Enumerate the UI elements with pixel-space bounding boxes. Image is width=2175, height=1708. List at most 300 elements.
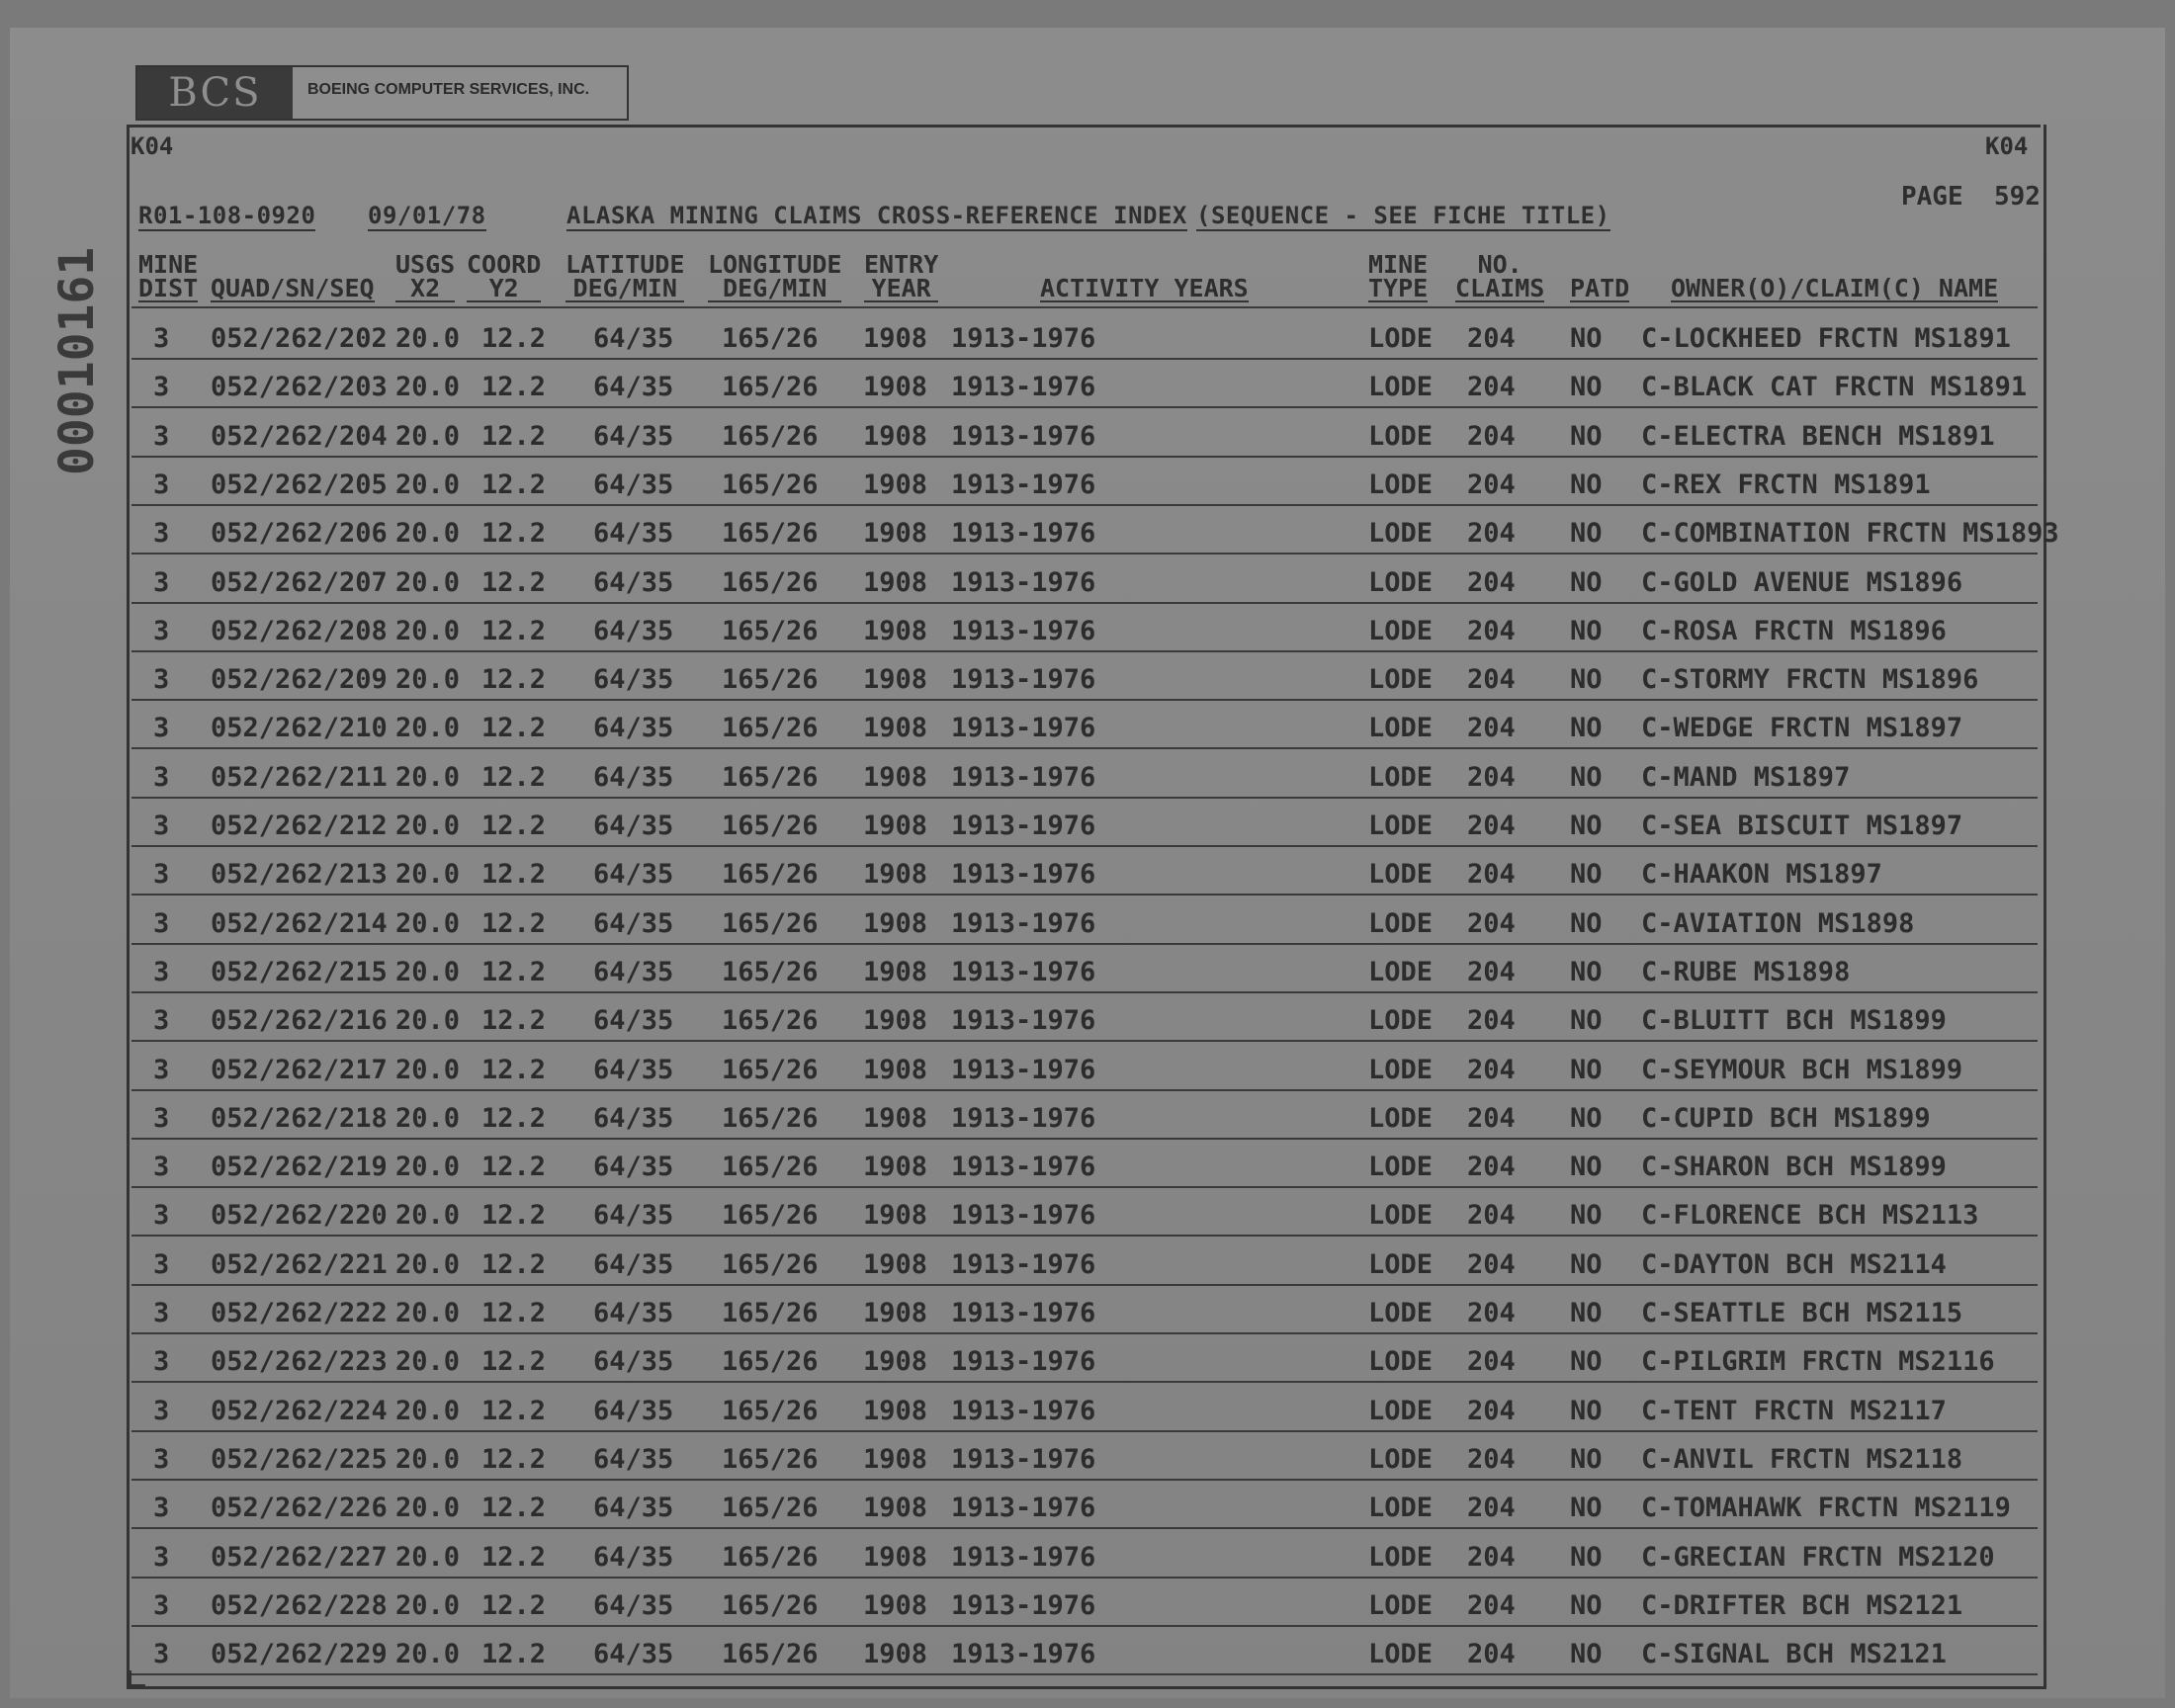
cell-x: 20.0 [395, 1200, 461, 1231]
cell-dist: 3 [153, 567, 170, 598]
col-header-yr-l1: ENTRY [864, 250, 939, 279]
table-row [0, 1240, 2175, 1289]
cell-x: 20.0 [395, 1639, 461, 1669]
cell-own: C-MAND MS1897 [1641, 762, 1851, 793]
cell-dist: 3 [153, 1396, 170, 1426]
cell-y: 12.2 [481, 518, 547, 549]
cell-no: 204 [1467, 372, 1516, 402]
cell-dist: 3 [153, 470, 170, 500]
cell-y: 12.2 [481, 908, 547, 939]
cell-patd: NO [1570, 713, 1603, 743]
cell-quad: 052/262/206 [211, 518, 388, 549]
table-row [0, 1143, 2175, 1191]
cell-type: LODE [1368, 664, 1434, 695]
cell-own: C-ELECTRA BENCH MS1891 [1641, 421, 1995, 452]
cell-lat: 64/35 [593, 1590, 674, 1621]
cell-quad: 052/262/208 [211, 616, 388, 646]
cell-patd: NO [1570, 1590, 1603, 1621]
table-row [0, 558, 2175, 607]
cell-lat: 64/35 [593, 1493, 674, 1523]
col-header-x-l2: X2 [395, 277, 455, 302]
cell-quad: 052/262/204 [211, 421, 388, 452]
cell-quad: 052/262/207 [211, 567, 388, 598]
cell-lon: 165/26 [722, 1152, 819, 1182]
cell-dist: 3 [153, 518, 170, 549]
cell-lon: 165/26 [722, 713, 819, 743]
cell-lon: 165/26 [722, 1590, 819, 1621]
cell-lat: 64/35 [593, 616, 674, 646]
cell-no: 204 [1467, 957, 1516, 987]
cell-y: 12.2 [481, 1493, 547, 1523]
cell-y: 12.2 [481, 372, 547, 402]
cell-y: 12.2 [481, 1152, 547, 1182]
cell-act: 1913-1976 [951, 1055, 1096, 1085]
cell-dist: 3 [153, 664, 170, 695]
cell-lon: 165/26 [722, 1639, 819, 1669]
cell-quad: 052/262/213 [211, 859, 388, 890]
cell-lat: 64/35 [593, 664, 674, 695]
col-header-lat-l2: DEG/MIN [566, 277, 684, 302]
cell-dist: 3 [153, 957, 170, 987]
cell-quad: 052/262/223 [211, 1346, 388, 1377]
col-header-x [395, 250, 456, 302]
cell-x: 20.0 [395, 664, 461, 695]
col-header-lon-l2: DEG/MIN [708, 277, 841, 302]
cell-x: 20.0 [395, 616, 461, 646]
col-header-y [467, 250, 542, 302]
cell-act: 1913-1976 [951, 762, 1096, 793]
cell-patd: NO [1570, 1346, 1603, 1377]
row-rule [131, 1284, 2038, 1286]
cell-type: LODE [1368, 1005, 1434, 1036]
cell-act: 1913-1976 [951, 1639, 1096, 1669]
cell-type: LODE [1368, 1200, 1434, 1231]
col-header-lat-l1: LATITUDE [566, 250, 685, 279]
cell-own: C-SIGNAL BCH MS2121 [1641, 1639, 1947, 1669]
cell-yr: 1908 [863, 1493, 928, 1523]
cell-quad: 052/262/224 [211, 1396, 388, 1426]
cell-quad: 052/262/228 [211, 1590, 388, 1621]
col-header-no [1455, 250, 1545, 302]
cell-own: C-TOMAHAWK FRCTN MS2119 [1641, 1493, 2011, 1523]
row-rule [131, 650, 2038, 652]
bcs-logo [135, 65, 629, 121]
cell-lon: 165/26 [722, 957, 819, 987]
cell-type: LODE [1368, 470, 1434, 500]
bcs-logo-mark: BCS [137, 67, 293, 119]
cell-lat: 64/35 [593, 1005, 674, 1036]
cell-patd: NO [1570, 664, 1603, 695]
table-row [0, 1435, 2175, 1484]
col-header-yr-l2: YEAR [864, 277, 938, 302]
cell-yr: 1908 [863, 713, 928, 743]
cell-x: 20.0 [395, 762, 461, 793]
cell-lon: 165/26 [722, 1542, 819, 1573]
cell-act: 1913-1976 [951, 372, 1096, 402]
cell-quad: 052/262/218 [211, 1103, 388, 1134]
cell-no: 204 [1467, 616, 1516, 646]
cell-x: 20.0 [395, 811, 461, 841]
corner-label-left: K04 [130, 132, 174, 160]
cell-x: 20.0 [395, 859, 461, 890]
cell-no: 204 [1467, 713, 1516, 743]
col-header-own [1671, 274, 1999, 302]
col-header-quad [211, 274, 375, 302]
row-rule [131, 1577, 2038, 1579]
col-header-patd [1570, 274, 1630, 302]
cell-lon: 165/26 [722, 421, 819, 452]
cell-lon: 165/26 [722, 567, 819, 598]
cell-type: LODE [1368, 567, 1434, 598]
cell-dist: 3 [153, 1346, 170, 1377]
row-rule [131, 358, 2038, 360]
cell-x: 20.0 [395, 1152, 461, 1182]
cell-lat: 64/35 [593, 1298, 674, 1328]
cell-y: 12.2 [481, 859, 547, 890]
cell-no: 204 [1467, 1152, 1516, 1182]
cell-x: 20.0 [395, 957, 461, 987]
cell-y: 12.2 [481, 762, 547, 793]
col-header-x-l1: USGS [395, 250, 456, 279]
cell-y: 12.2 [481, 323, 547, 354]
cell-no: 204 [1467, 518, 1516, 549]
cell-lat: 64/35 [593, 518, 674, 549]
cell-yr: 1908 [863, 323, 928, 354]
col-header-type-l1: MINE [1368, 250, 1429, 279]
report-title: ALASKA MINING CLAIMS CROSS-REFERENCE INDEX [566, 202, 1187, 229]
cell-x: 20.0 [395, 1493, 461, 1523]
cell-yr: 1908 [863, 1200, 928, 1231]
cell-patd: NO [1570, 859, 1603, 890]
cell-no: 204 [1467, 1249, 1516, 1280]
cell-yr: 1908 [863, 908, 928, 939]
table-row [0, 753, 2175, 802]
table-row [0, 1630, 2175, 1678]
col-header-lon-l1: LONGITUDE [708, 250, 842, 279]
cell-dist: 3 [153, 859, 170, 890]
cell-lon: 165/26 [722, 1055, 819, 1085]
row-rule [131, 1381, 2038, 1383]
cell-act: 1913-1976 [951, 859, 1096, 890]
table-row [0, 1387, 2175, 1435]
cell-quad: 052/262/227 [211, 1542, 388, 1573]
cell-own: C-SEATTLE BCH MS2115 [1641, 1298, 1963, 1328]
cell-type: LODE [1368, 1493, 1434, 1523]
cell-quad: 052/262/226 [211, 1493, 388, 1523]
table-row [0, 509, 2175, 557]
table-row [0, 314, 2175, 363]
table-row [0, 461, 2175, 509]
cell-quad: 052/262/225 [211, 1444, 388, 1475]
cell-quad: 052/262/209 [211, 664, 388, 695]
cell-patd: NO [1570, 323, 1603, 354]
cell-dist: 3 [153, 1249, 170, 1280]
cell-x: 20.0 [395, 323, 461, 354]
cell-own: C-STORMY FRCTN MS1896 [1641, 664, 1979, 695]
cell-act: 1913-1976 [951, 713, 1096, 743]
table-row [0, 1094, 2175, 1143]
cell-dist: 3 [153, 1493, 170, 1523]
row-rule [131, 845, 2038, 847]
cell-lat: 64/35 [593, 1346, 674, 1377]
cell-patd: NO [1570, 1249, 1603, 1280]
cell-y: 12.2 [481, 1542, 547, 1573]
cell-own: C-SEYMOUR BCH MS1899 [1641, 1055, 1963, 1085]
cell-yr: 1908 [863, 1005, 928, 1036]
cell-lat: 64/35 [593, 323, 674, 354]
row-rule [131, 894, 2038, 896]
cell-own: C-RUBE MS1898 [1641, 957, 1851, 987]
col-header-own-l1: OWNER(O)/CLAIM(C) NAME [1671, 274, 1999, 302]
cell-dist: 3 [153, 1152, 170, 1182]
cell-type: LODE [1368, 1542, 1434, 1573]
cell-dist: 3 [153, 713, 170, 743]
row-rule [131, 991, 2038, 993]
cell-type: LODE [1368, 518, 1434, 549]
cell-y: 12.2 [481, 1103, 547, 1134]
col-header-y-l2: Y2 [467, 277, 541, 302]
row-rule [131, 553, 2038, 555]
cell-lat: 64/35 [593, 811, 674, 841]
cell-own: C-BLACK CAT FRCTN MS1891 [1641, 372, 2028, 402]
cell-type: LODE [1368, 1590, 1434, 1621]
cell-dist: 3 [153, 1103, 170, 1134]
bcs-logo-text: BOEING COMPUTER SERVICES, INC. [307, 81, 590, 98]
cell-lon: 165/26 [722, 470, 819, 500]
cell-x: 20.0 [395, 713, 461, 743]
cell-no: 204 [1467, 470, 1516, 500]
cell-y: 12.2 [481, 1005, 547, 1036]
cell-lon: 165/26 [722, 1249, 819, 1280]
cell-yr: 1908 [863, 518, 928, 549]
cell-patd: NO [1570, 1200, 1603, 1231]
table-row [0, 996, 2175, 1045]
cell-patd: NO [1570, 908, 1603, 939]
cell-own: C-GOLD AVENUE MS1896 [1641, 567, 1963, 598]
cell-quad: 052/262/202 [211, 323, 388, 354]
row-rule [131, 602, 2038, 604]
cell-own: C-HAAKON MS1897 [1641, 859, 1882, 890]
cell-type: LODE [1368, 1639, 1434, 1669]
cell-act: 1913-1976 [951, 1152, 1096, 1182]
cell-lat: 64/35 [593, 372, 674, 402]
cell-act: 1913-1976 [951, 1444, 1096, 1475]
cell-no: 204 [1467, 1542, 1516, 1573]
cell-lat: 64/35 [593, 713, 674, 743]
cell-yr: 1908 [863, 1542, 928, 1573]
cell-type: LODE [1368, 323, 1434, 354]
cell-patd: NO [1570, 957, 1603, 987]
cell-own: C-CUPID BCH MS1899 [1641, 1103, 1931, 1134]
cell-lon: 165/26 [722, 811, 819, 841]
cell-y: 12.2 [481, 811, 547, 841]
cell-lon: 165/26 [722, 1298, 819, 1328]
cell-type: LODE [1368, 616, 1434, 646]
table-row [0, 363, 2175, 411]
row-rule [131, 1430, 2038, 1432]
cell-own: C-GRECIAN FRCTN MS2120 [1641, 1542, 1995, 1573]
cell-type: LODE [1368, 1103, 1434, 1134]
cell-y: 12.2 [481, 664, 547, 695]
cell-no: 204 [1467, 567, 1516, 598]
col-header-yr [864, 250, 939, 302]
table-row [0, 1289, 2175, 1337]
col-header-patd-l1: PATD [1570, 274, 1630, 302]
cell-y: 12.2 [481, 421, 547, 452]
cell-quad: 052/262/221 [211, 1249, 388, 1280]
cell-y: 12.2 [481, 1444, 547, 1475]
cell-no: 204 [1467, 664, 1516, 695]
cell-lat: 64/35 [593, 1396, 674, 1426]
cell-own: C-ANVIL FRCTN MS2118 [1641, 1444, 1963, 1475]
cell-patd: NO [1570, 421, 1603, 452]
cell-yr: 1908 [863, 1249, 928, 1280]
cell-patd: NO [1570, 567, 1603, 598]
cell-x: 20.0 [395, 470, 461, 500]
cell-lon: 165/26 [722, 1493, 819, 1523]
cell-y: 12.2 [481, 1298, 547, 1328]
cell-quad: 052/262/215 [211, 957, 388, 987]
cell-patd: NO [1570, 470, 1603, 500]
cell-no: 204 [1467, 1298, 1516, 1328]
cell-lon: 165/26 [722, 1103, 819, 1134]
cell-act: 1913-1976 [951, 957, 1096, 987]
cell-yr: 1908 [863, 957, 928, 987]
cell-own: C-LOCKHEED FRCTN MS1891 [1641, 323, 2011, 354]
cell-quad: 052/262/205 [211, 470, 388, 500]
cell-patd: NO [1570, 518, 1603, 549]
row-rule [131, 1186, 2038, 1188]
cell-lon: 165/26 [722, 1346, 819, 1377]
row-rule [131, 1527, 2038, 1529]
cell-lon: 165/26 [722, 1396, 819, 1426]
cell-yr: 1908 [863, 1444, 928, 1475]
col-header-lat [566, 250, 685, 302]
cell-y: 12.2 [481, 1200, 547, 1231]
cell-quad: 052/262/220 [211, 1200, 388, 1231]
cell-dist: 3 [153, 1542, 170, 1573]
cell-type: LODE [1368, 811, 1434, 841]
cell-act: 1913-1976 [951, 1493, 1096, 1523]
cell-y: 12.2 [481, 1055, 547, 1085]
page-label: PAGE [1901, 182, 1963, 212]
cell-own: C-ROSA FRCTN MS1896 [1641, 616, 1947, 646]
cell-lon: 165/26 [722, 859, 819, 890]
cell-act: 1913-1976 [951, 616, 1096, 646]
table-row [0, 802, 2175, 850]
page-number: 592 [1993, 182, 2041, 212]
cell-dist: 3 [153, 1005, 170, 1036]
table-row [0, 1191, 2175, 1239]
cell-yr: 1908 [863, 1346, 928, 1377]
col-header-lon [708, 250, 842, 302]
cell-no: 204 [1467, 1200, 1516, 1231]
cell-lat: 64/35 [593, 1055, 674, 1085]
row-rule [131, 699, 2038, 701]
cell-yr: 1908 [863, 1396, 928, 1426]
table-row [0, 1337, 2175, 1386]
row-rule [131, 1625, 2038, 1627]
cell-no: 204 [1467, 908, 1516, 939]
cell-no: 204 [1467, 1055, 1516, 1085]
cell-lat: 64/35 [593, 1444, 674, 1475]
cell-lat: 64/35 [593, 1103, 674, 1134]
cell-type: LODE [1368, 372, 1434, 402]
cell-quad: 052/262/214 [211, 908, 388, 939]
cell-y: 12.2 [481, 713, 547, 743]
row-rule [131, 406, 2038, 408]
cell-yr: 1908 [863, 616, 928, 646]
table-row [0, 412, 2175, 461]
cell-act: 1913-1976 [951, 1298, 1096, 1328]
cell-dist: 3 [153, 762, 170, 793]
cell-own: C-COMBINATION FRCTN MS1893 [1641, 518, 2059, 549]
cell-x: 20.0 [395, 372, 461, 402]
cell-type: LODE [1368, 1396, 1434, 1426]
cell-own: C-PILGRIM FRCTN MS2116 [1641, 1346, 1995, 1377]
cell-yr: 1908 [863, 811, 928, 841]
cell-act: 1913-1976 [951, 1346, 1096, 1377]
cell-act: 1913-1976 [951, 1103, 1096, 1134]
table-row [0, 899, 2175, 948]
table-row [0, 1533, 2175, 1581]
cell-own: C-WEDGE FRCTN MS1897 [1641, 713, 1963, 743]
cell-lon: 165/26 [722, 616, 819, 646]
cell-patd: NO [1570, 1005, 1603, 1036]
cell-own: C-AVIATION MS1898 [1641, 908, 1915, 939]
cell-act: 1913-1976 [951, 1200, 1096, 1231]
cell-type: LODE [1368, 908, 1434, 939]
cell-own: C-SHARON BCH MS1899 [1641, 1152, 1947, 1182]
table-row [0, 1484, 2175, 1532]
cell-x: 20.0 [395, 1103, 461, 1134]
cell-yr: 1908 [863, 1298, 928, 1328]
cell-no: 204 [1467, 1346, 1516, 1377]
cell-dist: 3 [153, 908, 170, 939]
row-rule [131, 797, 2038, 799]
cell-lat: 64/35 [593, 1152, 674, 1182]
cell-yr: 1908 [863, 470, 928, 500]
cell-x: 20.0 [395, 1542, 461, 1573]
cell-yr: 1908 [863, 1590, 928, 1621]
col-header-dist [138, 250, 199, 302]
cell-act: 1913-1976 [951, 664, 1096, 695]
col-header-dist-l1: MINE [138, 250, 199, 279]
cell-x: 20.0 [395, 1055, 461, 1085]
report-sequence: (SEQUENCE - SEE FICHE TITLE) [1196, 202, 1610, 229]
cell-lon: 165/26 [722, 908, 819, 939]
cell-quad: 052/262/229 [211, 1639, 388, 1669]
cell-quad: 052/262/210 [211, 713, 388, 743]
cell-own: C-SEA BISCUIT MS1897 [1641, 811, 1963, 841]
cell-lon: 165/26 [722, 1200, 819, 1231]
cell-patd: NO [1570, 1493, 1603, 1523]
cell-patd: NO [1570, 372, 1603, 402]
fiche-side-number: 00010161 [49, 246, 105, 475]
cell-act: 1913-1976 [951, 1249, 1096, 1280]
col-header-y-l1: COORD [467, 250, 542, 279]
cell-lon: 165/26 [722, 372, 819, 402]
cell-lat: 64/35 [593, 1200, 674, 1231]
cell-lat: 64/35 [593, 470, 674, 500]
row-rule [131, 1138, 2038, 1140]
cell-x: 20.0 [395, 1590, 461, 1621]
cell-lat: 64/35 [593, 1639, 674, 1669]
cell-own: C-DRIFTER BCH MS2121 [1641, 1590, 1963, 1621]
cell-dist: 3 [153, 372, 170, 402]
cell-x: 20.0 [395, 518, 461, 549]
cell-patd: NO [1570, 1103, 1603, 1134]
